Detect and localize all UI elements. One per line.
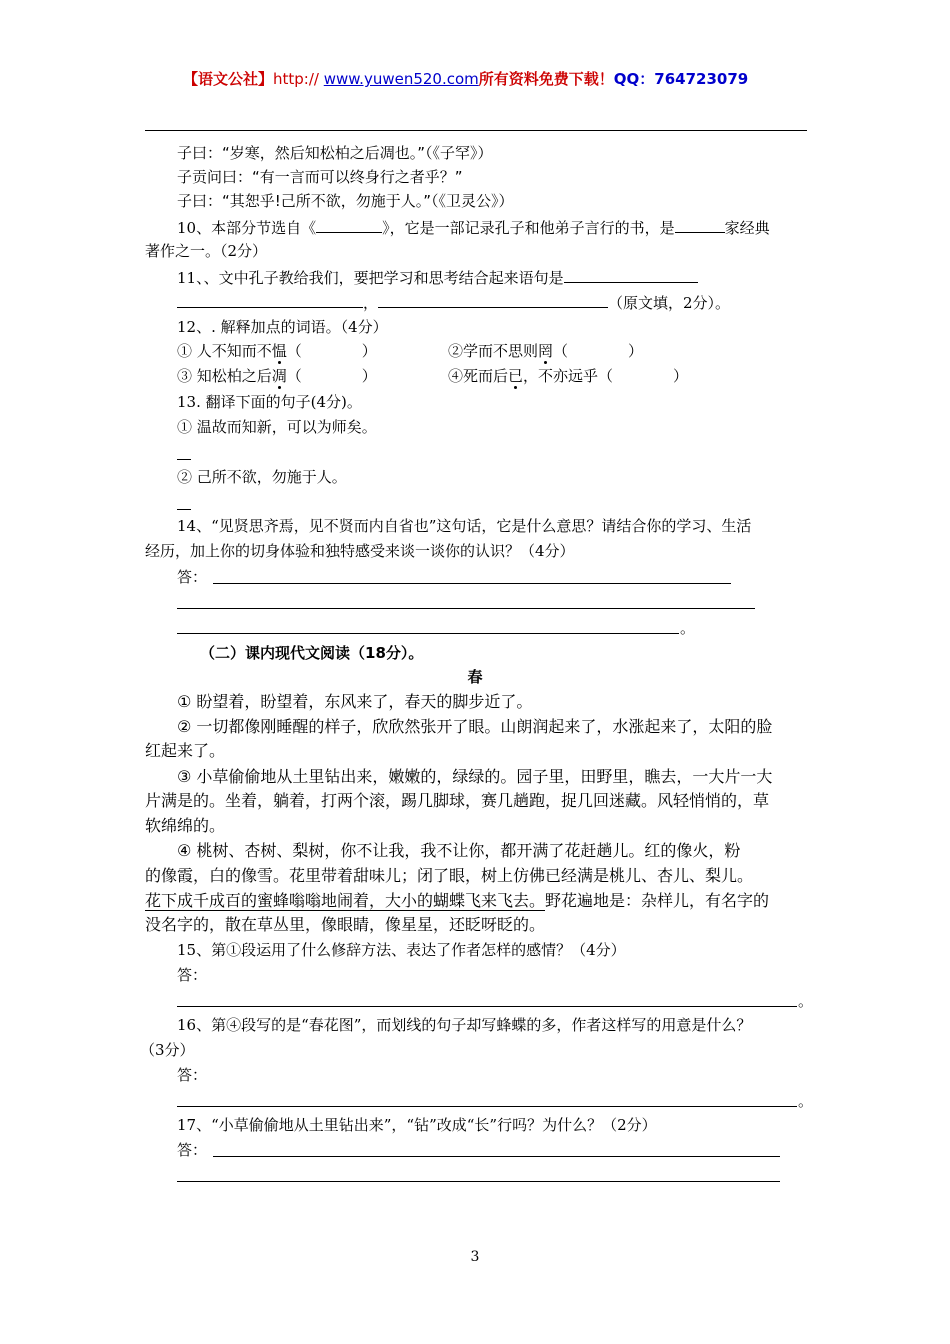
q11-comma: ， [363,294,379,312]
slogan-text: 所有资料免费下载！ [478,70,614,88]
passage-para-3-line-1: ③ 小草偷偷地从土里钻出来，嫩嫩的，绿绿的。园子里，田野里，瞧去，一大片一大 [177,767,773,786]
header-rule [145,130,807,131]
q14-answer-label: 答： [177,568,208,586]
question-14-line-2: 经历，加上你的切身体验和独特感受来谈一谈你的认识？（4分） [145,542,575,560]
question-17: 17、“小草偷偷地从土里钻出来”，“钻”改成“长”行吗？为什么？（2分） [177,1116,657,1134]
q17-answer-line-2[interactable] [177,1181,780,1182]
passage-para-2-line-1: ② 一切都像刚睡醒的样子，欣欣然张开了眼。山朗润起来了，水涨起来了，太阳的脸 [177,717,773,736]
q12-item-2-blank[interactable]: （ ） [553,342,644,360]
q12-dotted-word-2: 罔 [538,342,554,360]
q10-blank-school[interactable] [675,216,725,233]
q14-answer-end: 。 [680,619,696,637]
q14-answer-line-2[interactable] [177,608,755,609]
q11-tail: （原文填，2分）。 [608,294,731,312]
passage-para-4-line-3 [145,890,769,912]
q12-item-1-text: ① 人不知而不 [177,342,272,360]
q13-sentence-2: ② 己所不欲，勿施于人。 [177,468,347,486]
q12-dotted-word-4: 已 [508,367,524,385]
q12-item-3-blank[interactable]: （ ） [286,367,377,385]
page-header [183,68,883,89]
passage-para-4-line-1: ④ 桃树、杏树、梨树，你不让我，我不让你，都开满了花赶趟儿。红的像火，粉 [177,841,741,860]
passage-para-3-line-3: 软绵绵的。 [145,816,226,835]
q16-answer-line[interactable] [177,1106,797,1107]
question-10-line-2: 著作之一。（2分） [145,242,268,260]
q12-item-4 [448,365,688,387]
q17-answer-label: 答： [177,1141,208,1159]
brand-label: 【语文公社】 [183,70,274,88]
q12-item-2-text: ②学而不思则 [448,342,539,360]
q12-dotted-word-1: 愠 [271,342,287,360]
passage-para-3-line-2: 片满是的。坐着，躺着，打两个滚，踢几脚球，赛几趟跑，捉几回迷藏。风轻悄悄的，草 [145,791,770,810]
question-16: 16、第④段写的是“春花图”，而划线的句子却写蜂蝶的多，作者这样写的用意是什么？ [177,1016,752,1034]
qq-contact: QQ：764723079 [613,70,749,88]
page-number: 3 [470,1249,480,1265]
quote-line-1: 子曰：“岁寒，然后知松柏之后凋也。”（《子罕》） [177,144,493,162]
q12-item-3-text: ③ 知松柏之后 [177,367,272,385]
quote-line-3: 子曰：“其恕乎!己所不欲，勿施于人。”（《卫灵公》） [177,192,514,210]
section-2-heading: （二）课内现代文阅读（18分）。 [200,644,424,662]
question-12-title: 12、. 解释加点的词语。（4分） [177,318,388,336]
q14-answer-line-3[interactable] [177,633,679,634]
q13-answer-line-2[interactable] [177,509,191,510]
q12-item-4-text: ④死而后 [448,367,509,385]
q11-blank-1[interactable] [564,266,698,283]
q12-item-1-blank[interactable]: （ ） [286,342,377,360]
q16-answer-label: 答： [177,1066,208,1084]
q15-answer-line[interactable] [177,1006,797,1007]
q10-text-3: 家经典 [724,219,770,237]
underlined-sentence: 花下成千成百的蜜蜂嗡嗡地闹着，大小的蝴蝶飞来飞去。 [145,891,546,910]
q12-item-1 [177,340,377,362]
q11-blank-3[interactable] [378,291,608,308]
q12-item-3 [177,365,377,387]
passage-title: 春 [467,668,483,686]
q14-answer-line-1[interactable] [213,583,731,584]
q15-answer-label: 答： [177,966,208,984]
question-10 [177,216,770,239]
q11-text: 11、、文中孔子教给我们，要把学习和思考结合起来语句是 [177,269,564,287]
q16-answer-end: 。 [798,1092,814,1110]
question-16-line-2: （3分） [140,1041,195,1059]
question-13-title: 13. 翻译下面的句子(4分)。 [177,393,362,411]
q10-text-1: 10、本部分节选自《 [177,219,317,237]
question-11 [177,266,698,289]
passage-para-4-line-2: 的像霞，白的像雪。花里带着甜味儿；闭了眼，树上仿佛已经满是桃儿、杏儿、梨儿。 [145,866,754,885]
http-prefix: http:// [273,70,324,88]
q10-blank-book[interactable] [316,216,382,233]
passage-para-4-line-4: 没名字的，散在草丛里，像眼睛，像星星，还眨呀眨的。 [145,915,546,934]
q13-sentence-1: ① 温故而知新，可以为师矣。 [177,418,377,436]
q11-blank-2[interactable] [177,291,363,308]
passage-para-4-line-3-rest: 野花遍地是：杂样儿，有名字的 [545,891,770,910]
question-15: 15、第①段运用了什么修辞方法、表达了作者怎样的感情？（4分） [177,941,626,959]
site-link[interactable]: www.yuwen520.com [323,70,479,88]
passage-para-1: ① 盼望着，盼望着，东风来了，春天的脚步近了。 [177,692,533,711]
q17-answer-line-1[interactable] [213,1156,780,1157]
q13-answer-line-1[interactable] [177,459,191,460]
q12-dotted-word-3: 凋 [271,367,287,385]
q10-text-2: 》，它是一部记录孔子和他弟子言行的书，是 [382,219,675,237]
q12-item-4-blank[interactable]: ，不亦远乎（ ） [523,367,689,385]
q12-item-2 [448,340,643,362]
quote-line-2: 子贡问曰：“有一言而可以终身行之者乎？” [177,168,463,186]
question-11-line-2 [177,291,730,314]
passage-para-2-line-2: 红起来了。 [145,741,226,760]
q15-answer-end: 。 [798,992,814,1010]
question-14: 14、“见贤思齐焉，见不贤而内自省也”这句话，它是什么意思？请结合你的学习、生活 [177,517,752,535]
